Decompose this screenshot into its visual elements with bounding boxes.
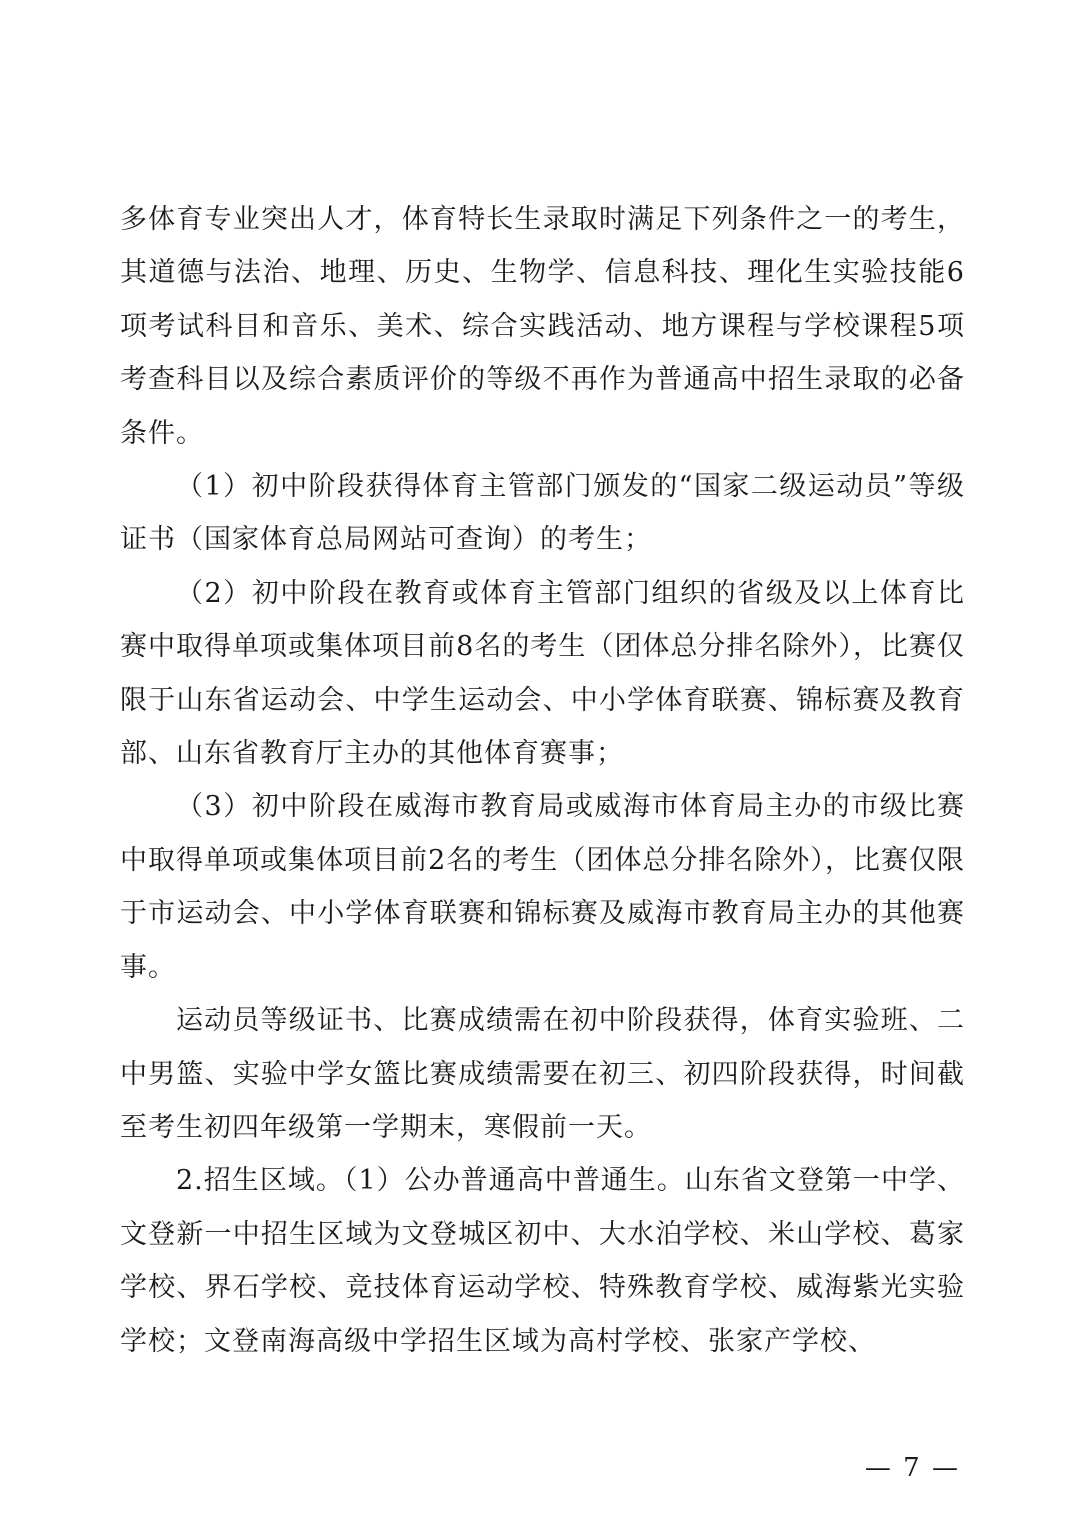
paragraph-continuation: 多体育专业突出人才，体育特长生录取时满足下列条件之一的考生，其道德与法治、地理、历史、生物学、信息科技、理化生实验技能6项考试科目和音乐、美术、综合实践活动、地方课程与学校课程5项考查科目以及综合素质评价的等级不再作为普通高中招生录取的必备条件。 bbox=[120, 204, 965, 449]
paragraph-condition-2: （2）初中阶段在教育或体育主管部门组织的省级及以上体育比赛中取得单项或集体项目前8名的考生（团体总分排名除外），比赛仅限于山东省运动会、中学生运动会、中小学体育联赛、锦标赛及教育部、山东省教育厅主办的其他体育赛事； bbox=[120, 577, 965, 770]
page-number: — 7 — bbox=[864, 1453, 960, 1483]
paragraph-enrollment-area: 2.招生区域。（1）公办普通高中普通生。山东省文登第一中学、文登新一中招生区域为文登城区初中、大水泊学校、米山学校、葛家学校、界石学校、竞技体育运动学校、特殊教育学校、威海紫光实验学校；文登南海高级中学招生区域为高村学校、张家产学校、 bbox=[120, 1165, 965, 1357]
paragraph-condition-3: （3）初中阶段在威海市教育局或威海市体育局主办的市级比赛中取得单项或集体项目前2名的考生（团体总分排名除外），比赛仅限于市运动会、中小学体育联赛和锦标赛及威海市教育局主办的其他赛事。 bbox=[120, 791, 965, 983]
paragraph-time-requirement: 运动员等级证书、比赛成绩需在初中阶段获得，体育实验班、二中男篮、实验中学女篮比赛成绩需要在初三、初四阶段获得，时间截至考生初四年级第一学期末，寒假前一天。 bbox=[120, 1005, 965, 1143]
paragraph-condition-1: （1）初中阶段获得体育主管部门颁发的“国家二级运动员”等级证书（国家体育总局网站可查询）的考生； bbox=[120, 471, 965, 556]
document-body bbox=[120, 193, 965, 1368]
